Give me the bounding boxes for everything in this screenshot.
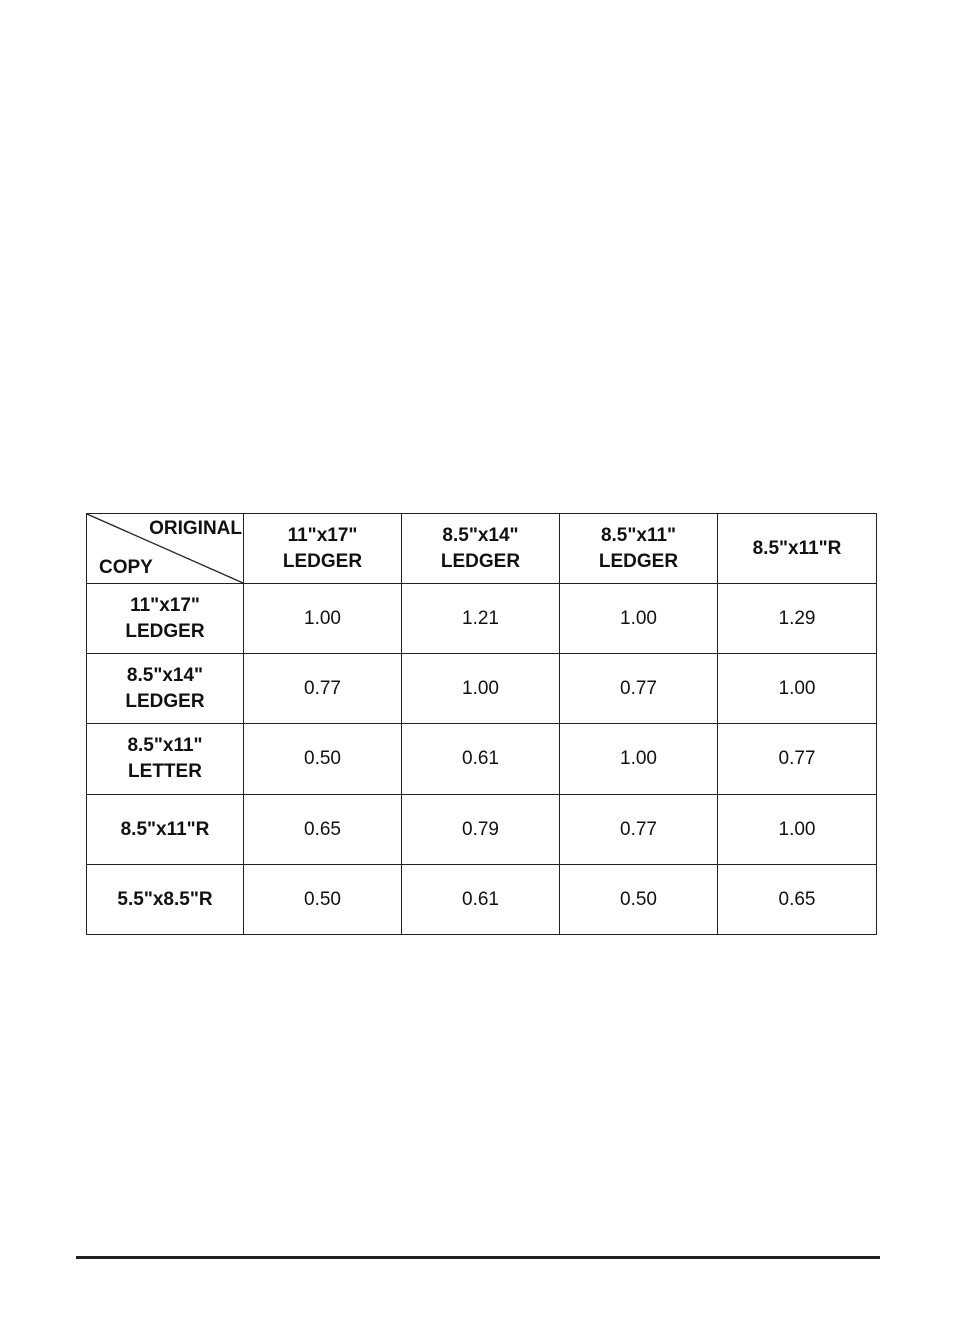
- ratio-cell: 1.00: [560, 584, 718, 654]
- ratio-cell: 0.77: [560, 654, 718, 724]
- ratio-cell: 0.61: [402, 724, 560, 795]
- ratio-cell: 0.77: [718, 724, 877, 795]
- row-header-size: 11"x17": [130, 594, 200, 616]
- column-header-type: LEDGER: [440, 550, 521, 572]
- column-header-type: LEDGER: [282, 550, 363, 572]
- table-row: [87, 654, 877, 724]
- ratio-cell: 1.00: [718, 795, 877, 865]
- ratio-cell: 0.50: [244, 865, 402, 935]
- header-row: [87, 514, 877, 584]
- row-header-0: [87, 584, 244, 654]
- ratio-cell: 0.77: [244, 654, 402, 724]
- row-header-3: [87, 795, 244, 865]
- column-header-type: LEDGER: [598, 550, 679, 572]
- ratio-cell: 1.00: [560, 724, 718, 795]
- ratio-cell: 0.77: [560, 795, 718, 865]
- ratio-cell: 1.00: [244, 584, 402, 654]
- corner-cell: [87, 514, 244, 584]
- row-header-type: LEDGER: [125, 620, 205, 642]
- row-header-4: [87, 865, 244, 935]
- ratio-cell: 0.61: [402, 865, 560, 935]
- column-header-2: [560, 514, 718, 584]
- table-row: [87, 584, 877, 654]
- column-header-3: [718, 514, 877, 584]
- row-header-size: 8.5"x14": [126, 664, 204, 686]
- ratio-table: [86, 513, 877, 935]
- row-header-2: [87, 724, 244, 795]
- row-header-size: 8.5"x11"R: [120, 818, 210, 840]
- column-header-size: 8.5"x14": [442, 524, 519, 546]
- column-header-size: 8.5"x11"R: [752, 537, 842, 559]
- copy-label: COPY: [99, 557, 153, 578]
- footer-rule: [76, 1256, 880, 1259]
- ratio-cell: 1.21: [402, 584, 560, 654]
- ratio-cell: 1.29: [718, 584, 877, 654]
- table-row: [87, 724, 877, 795]
- ratio-cell: 0.65: [718, 865, 877, 935]
- row-header-type: LETTER: [128, 761, 202, 782]
- column-header-size: 11"x17": [287, 524, 358, 546]
- ratio-cell: 1.00: [402, 654, 560, 724]
- row-header-type: LEDGER: [125, 690, 205, 712]
- ratio-cell: 1.00: [718, 654, 877, 724]
- column-header-1: [402, 514, 560, 584]
- column-header-size: 8.5"x11": [600, 524, 677, 546]
- row-header-size: 5.5"x8.5"R: [117, 888, 213, 910]
- table-row: [87, 795, 877, 865]
- ratio-cell: 0.50: [244, 724, 402, 795]
- column-header-0: [244, 514, 402, 584]
- table-row: [87, 865, 877, 935]
- ratio-cell: 0.79: [402, 795, 560, 865]
- original-label: ORIGINAL: [149, 518, 242, 539]
- ratio-cell: 0.65: [244, 795, 402, 865]
- ratio-cell: 0.50: [560, 865, 718, 935]
- row-header-size: 8.5"x11": [127, 735, 203, 756]
- row-header-1: [87, 654, 244, 724]
